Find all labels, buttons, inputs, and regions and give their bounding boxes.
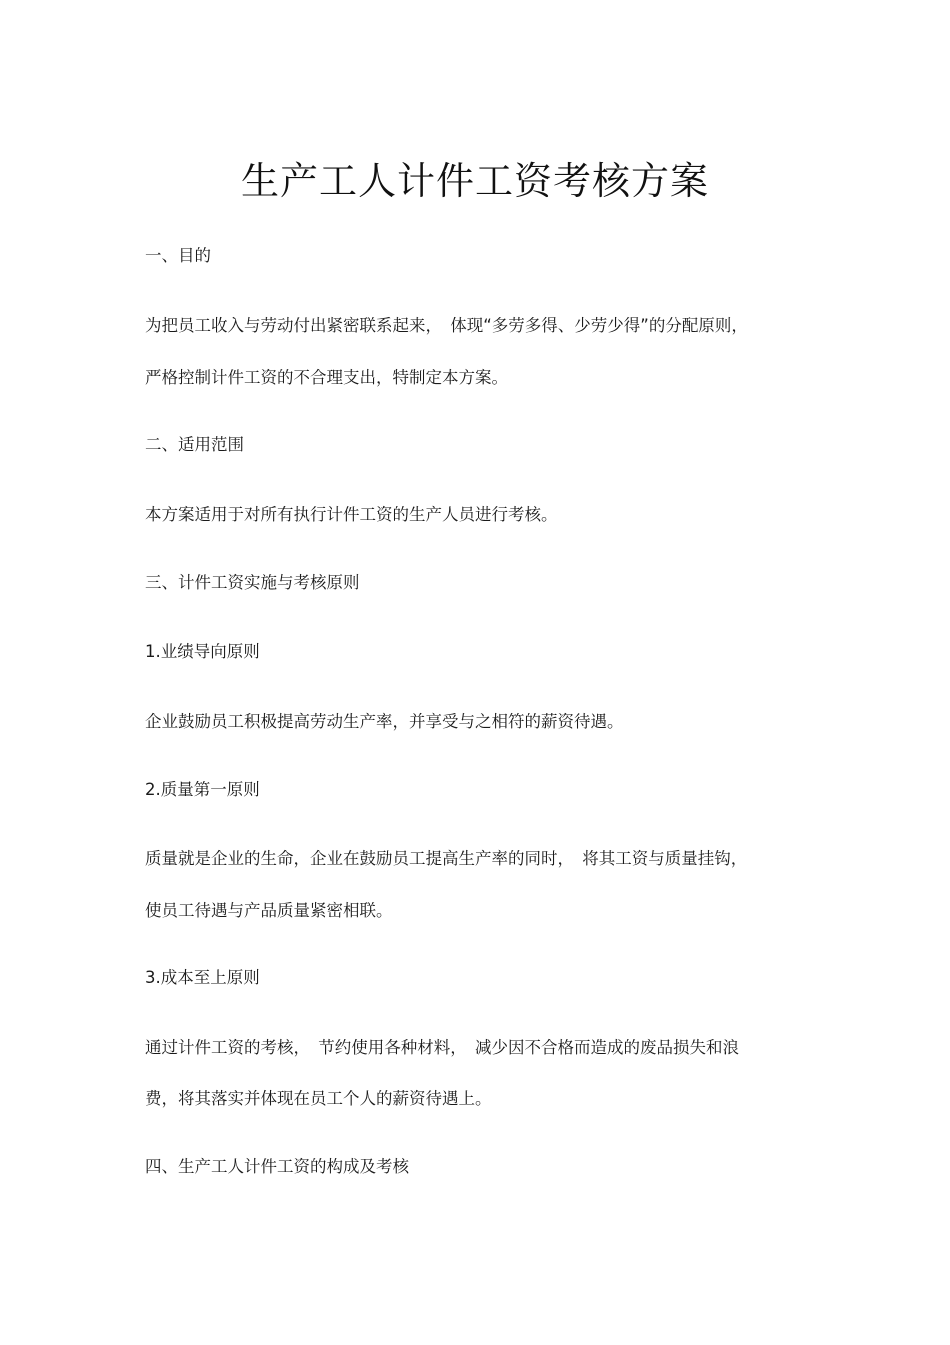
paragraph-line: 企业鼓励员工积极提高劳动生产率，并享受与之相符的薪资待遇。 xyxy=(145,712,624,731)
subheading-cost: 3.成本至上原则 xyxy=(145,968,260,987)
paragraph-line: 严格控制计件工资的不合理支出，特制定本方案。 xyxy=(145,368,508,387)
paragraph-line: 费，将其落实并体现在员工个人的薪资待遇上。 xyxy=(145,1089,492,1108)
subheading-quality: 2.质量第一原则 xyxy=(145,780,260,799)
section-heading-scope: 二、适用范围 xyxy=(145,435,244,454)
section-heading-principles: 三、计件工资实施与考核原则 xyxy=(145,573,360,592)
paragraph-line: 为把员工收入与劳动付出紧密联系起来， 体现“多劳多得、少劳少得”的分配原则， xyxy=(145,316,748,335)
section-heading-composition: 四、生产工人计件工资的构成及考核 xyxy=(145,1157,409,1176)
paragraph-line: 通过计件工资的考核， 节约使用各种材料， 减少因不合格而造成的废品损失和浪 xyxy=(145,1038,739,1057)
paragraph-line: 质量就是企业的生命，企业在鼓励员工提高生产率的同时， 将其工资与质量挂钩， xyxy=(145,849,748,868)
subheading-performance: 1.业绩导向原则 xyxy=(145,642,260,661)
paragraph-line: 本方案适用于对所有执行计件工资的生产人员进行考核。 xyxy=(145,505,558,524)
section-heading-purpose: 一、目的 xyxy=(145,246,211,265)
paragraph-line: 使员工待遇与产品质量紧密相联。 xyxy=(145,901,393,920)
document-title: 生产工人计件工资考核方案 xyxy=(240,159,709,203)
